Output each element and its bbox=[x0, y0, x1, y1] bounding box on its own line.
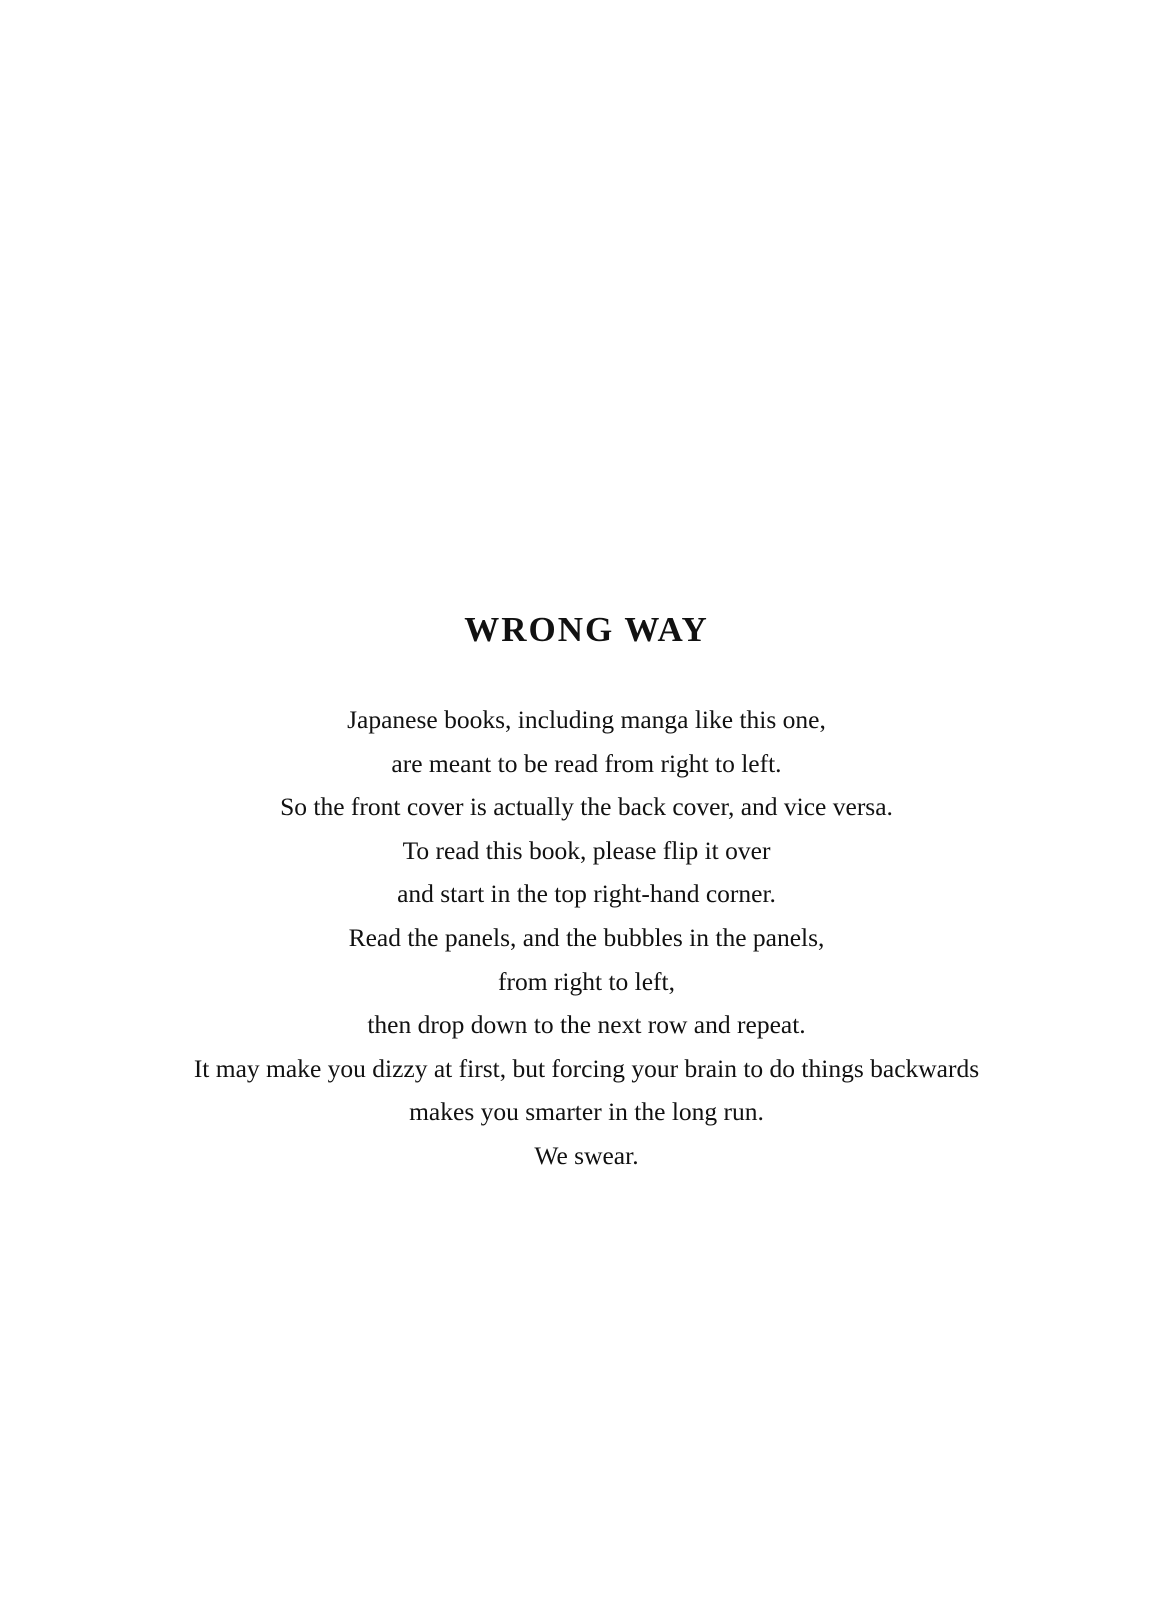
text-line: are meant to be read from right to left. bbox=[391, 748, 782, 778]
text-line: makes you smarter in the long run. bbox=[409, 1097, 764, 1127]
text-line: Japanese books, including manga like this one, bbox=[347, 705, 826, 734]
text-line: from right to left, bbox=[497, 966, 676, 996]
instructions-paragraph bbox=[0, 698, 1173, 1178]
page-title: WRONG WAY bbox=[464, 610, 709, 649]
text-line: To read this book, please flip it over bbox=[402, 835, 771, 865]
text-line: Read the panels, and the bubbles in the panels, bbox=[348, 922, 825, 952]
text-line: It may make you dizzy at first, but forcing your brain to do things backwards bbox=[193, 1053, 980, 1083]
text-line: and start in the top right-hand corner. bbox=[397, 879, 776, 909]
text-line: then drop down to the next row and repeat. bbox=[367, 1010, 806, 1040]
text-line: So the front cover is actually the back cover, and vice versa. bbox=[280, 792, 893, 822]
text-line: We swear. bbox=[534, 1140, 639, 1170]
